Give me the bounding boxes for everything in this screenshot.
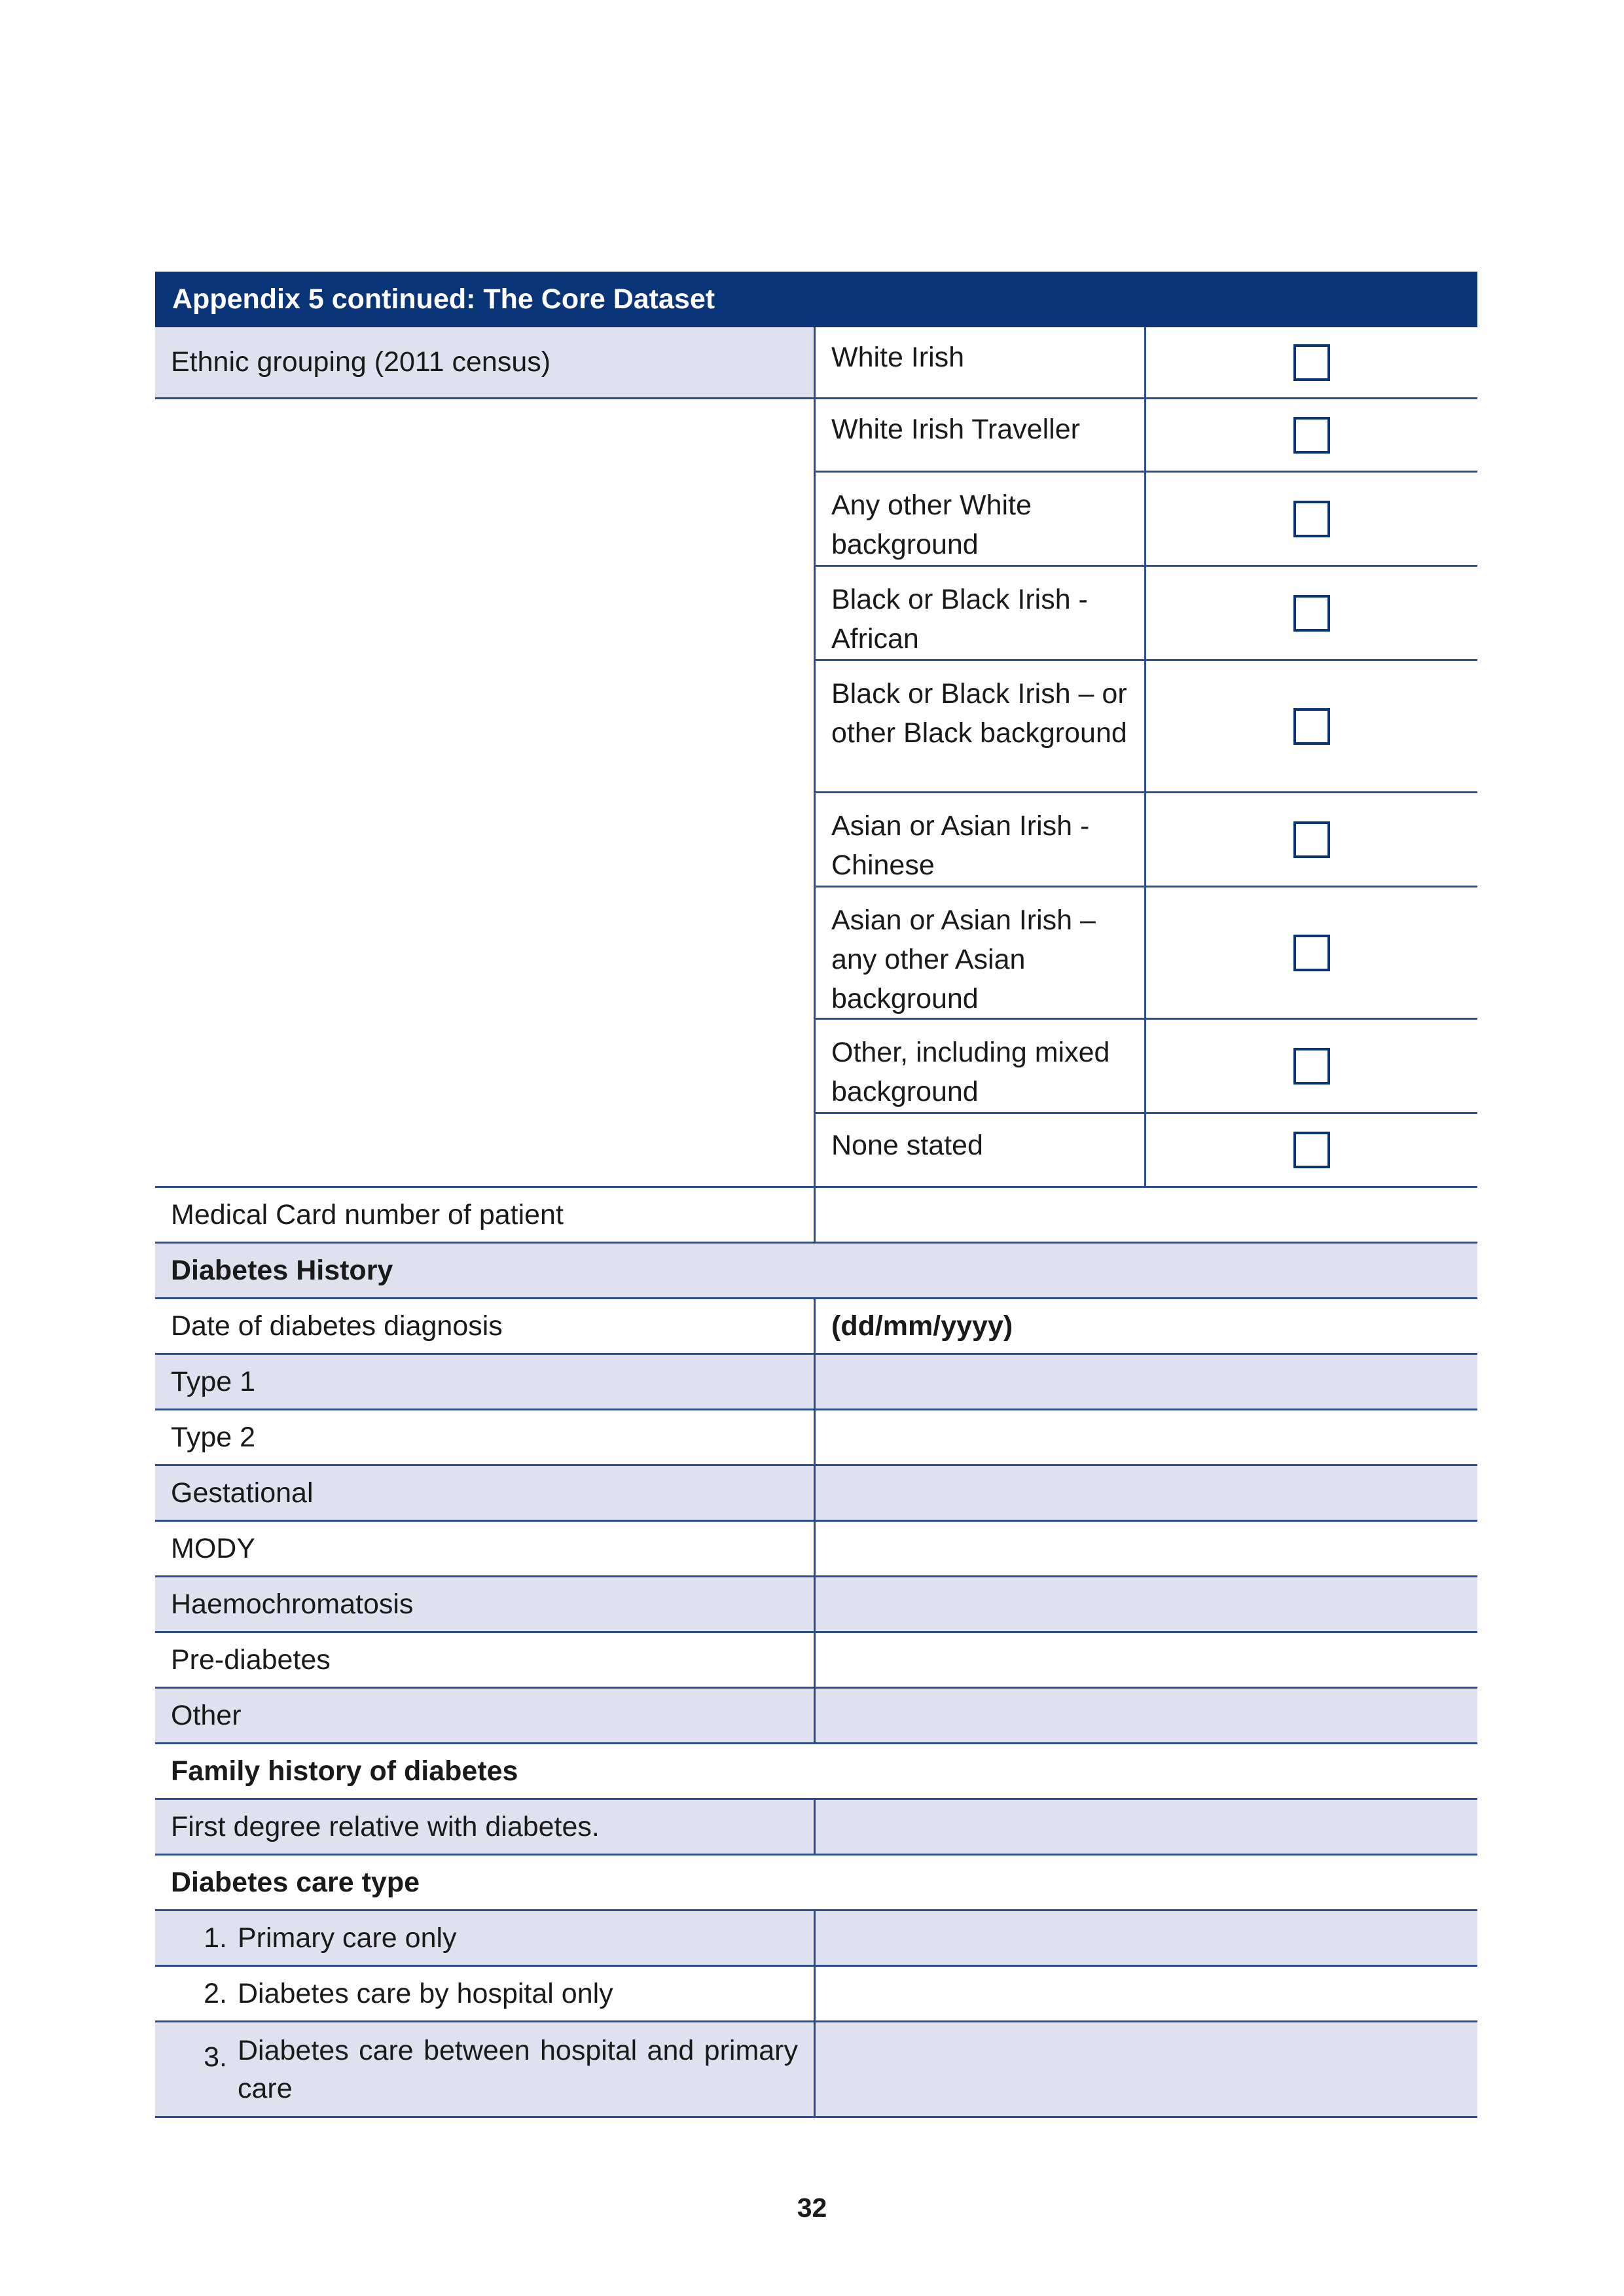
ethnic-checkbox[interactable] (1293, 821, 1330, 858)
ethnic-option-row (816, 888, 1477, 1020)
ethnic-checkbox[interactable] (1293, 1132, 1330, 1168)
section-heading-row (155, 1744, 1477, 1800)
care-type-number: 2. (204, 1977, 227, 2009)
ethnic-grouping-section (155, 327, 1477, 1188)
care-type-field[interactable] (816, 1911, 1477, 1965)
page-number: 32 (797, 2193, 827, 2223)
ethnic-grouping-label: Ethnic grouping (2011 census) (155, 327, 814, 399)
ethnic-checkbox[interactable] (1293, 501, 1330, 537)
care-type-row (155, 2022, 1477, 2118)
care-type-label (155, 1911, 816, 1965)
care-type-text: Diabetes care between hospital and primary care (238, 2034, 798, 2104)
care-type-text: Diabetes care by hospital only (238, 1977, 613, 2009)
core-dataset-form (155, 272, 1477, 2118)
diabetes-type-row (155, 1522, 1477, 1577)
diabetes-type-field[interactable] (816, 1355, 1477, 1408)
diagnosis-date-label: Date of diabetes diagnosis (155, 1299, 816, 1353)
ethnic-option-label: Asian or Asian Irish - Chinese (816, 793, 1146, 886)
diabetes-type-label: MODY (155, 1522, 816, 1575)
ethnic-option-label: Any other White background (816, 473, 1146, 565)
section-heading-row (155, 1244, 1477, 1299)
diagnosis-date-row (155, 1299, 1477, 1355)
care-type-label (155, 1967, 816, 2020)
diagnosis-date-field[interactable]: (dd/mm/yyyy) (831, 1310, 1013, 1342)
care-type-heading: Diabetes care type (171, 1866, 420, 1898)
ethnic-options (816, 327, 1477, 1186)
family-history-heading: Family history of diabetes (171, 1755, 518, 1787)
diabetes-type-label: Haemochromatosis (155, 1577, 816, 1631)
medical-card-field[interactable] (816, 1188, 1477, 1242)
ethnic-option-label: White Irish Traveller (816, 399, 1146, 471)
ethnic-checkbox[interactable] (1293, 935, 1330, 971)
diabetes-type-row (155, 1410, 1477, 1466)
diabetes-type-row (155, 1689, 1477, 1744)
diabetes-type-field[interactable] (816, 1410, 1477, 1464)
ethnic-option-label: Black or Black Irish - African (816, 567, 1146, 659)
form-header (155, 272, 1477, 327)
ethnic-option-row (816, 327, 1477, 399)
care-type-row (155, 1967, 1477, 2022)
diabetes-type-row (155, 1577, 1477, 1633)
care-type-label (155, 2022, 816, 2116)
ethnic-option-row (816, 399, 1477, 473)
ethnic-option-row (816, 1020, 1477, 1114)
care-type-field[interactable] (816, 1967, 1477, 2020)
ethnic-checkbox[interactable] (1293, 417, 1330, 454)
medical-card-label: Medical Card number of patient (155, 1188, 816, 1242)
diabetes-type-label: Type 2 (155, 1410, 816, 1464)
diabetes-type-label: Other (155, 1689, 816, 1742)
diabetes-type-row (155, 1466, 1477, 1522)
diabetes-type-row (155, 1355, 1477, 1410)
ethnic-option-row (816, 1114, 1477, 1186)
ethnic-option-row (816, 661, 1477, 793)
medical-card-row (155, 1188, 1477, 1244)
first-degree-relative-field[interactable] (816, 1800, 1477, 1854)
ethnic-checkbox[interactable] (1293, 344, 1330, 381)
care-type-row (155, 1911, 1477, 1967)
diabetes-type-field[interactable] (816, 1522, 1477, 1575)
care-type-number: 3. (204, 2041, 227, 2073)
diabetes-type-label: Type 1 (155, 1355, 816, 1408)
diabetes-type-field[interactable] (816, 1689, 1477, 1742)
diabetes-type-field[interactable] (816, 1466, 1477, 1520)
care-type-field[interactable] (816, 2022, 1477, 2116)
ethnic-option-label: Black or Black Irish – or other Black background (816, 661, 1146, 791)
first-degree-relative-label: First degree relative with diabetes. (155, 1800, 816, 1854)
diabetes-type-label: Pre-diabetes (155, 1633, 816, 1687)
ethnic-checkbox[interactable] (1293, 1048, 1330, 1085)
ethnic-option-row (816, 793, 1477, 888)
form-title: Appendix 5 continued: The Core Dataset (172, 283, 715, 315)
diabetes-type-label: Gestational (155, 1466, 816, 1520)
section-heading-row (155, 1856, 1477, 1911)
ethnic-option-row (816, 567, 1477, 661)
ethnic-option-label: None stated (816, 1114, 1146, 1186)
family-history-row (155, 1800, 1477, 1856)
diabetes-type-field[interactable] (816, 1633, 1477, 1687)
ethnic-checkbox[interactable] (1293, 595, 1330, 632)
diabetes-history-heading: Diabetes History (171, 1254, 393, 1286)
care-type-number: 1. (204, 1922, 227, 1954)
ethnic-label-column (155, 327, 816, 1186)
ethnic-checkbox[interactable] (1293, 708, 1330, 745)
care-type-text: Primary care only (238, 1922, 457, 1954)
diabetes-type-field[interactable] (816, 1577, 1477, 1631)
diabetes-type-row (155, 1633, 1477, 1689)
ethnic-option-row (816, 473, 1477, 567)
ethnic-option-label: White Irish (816, 327, 1146, 397)
ethnic-option-label: Other, including mixed background (816, 1020, 1146, 1112)
ethnic-option-label: Asian or Asian Irish – any other Asian background (816, 888, 1146, 1018)
